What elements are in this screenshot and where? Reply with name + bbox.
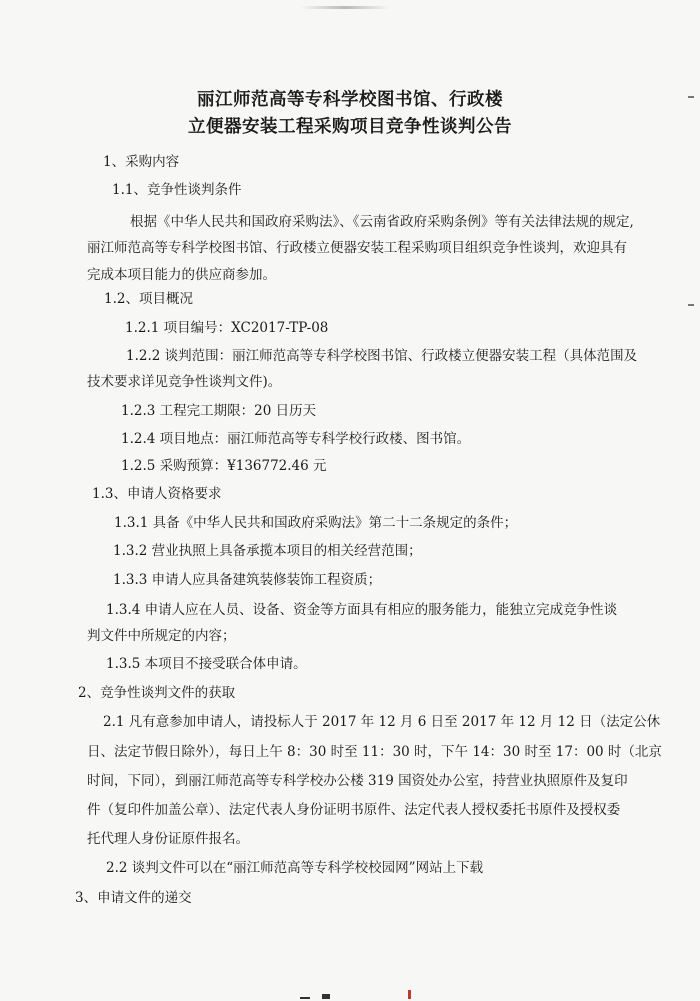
item-line: 技术要求详见竞争性谈判文件)。 [87,374,282,390]
scan-artifact [300,6,390,9]
item-line: 1.2.4 项目地点：丽江师范高等专科学校行政楼、图书馆。 [121,431,471,447]
paragraph-line: 件（复印件加盖公章）、法定代表人身份证明书原件、法定代表人授权委托书原件及授权委 [87,802,621,818]
paragraph-line: 根据《中华人民共和国政府采购法》、《云南省政府采购条例》等有关法律法规的规定, [130,214,634,230]
scan-artifact [688,304,694,306]
paragraph-line: 2.2 谈判文件可以在“丽江师范高等专科学校校园网”网站上下载 [106,860,484,876]
paragraph-line: 托代理人身份证原件报名。 [87,831,249,847]
item-line: 1.3.2 营业执照上具备承揽本项目的相关经营范围； [113,543,422,559]
section-heading: 2、竞争性谈判文件的获取 [78,685,236,701]
section-heading: 3、申请文件的递交 [75,890,192,906]
scan-artifact [292,989,432,999]
item-line: 1.3.4 申请人应在人员、设备、资金等方面具有相应的服务能力，能独立完成竞争性谈 [106,602,618,618]
paragraph-line: 丽江师范高等专科学校图书馆、行政楼立便器安装工程采购项目组织竞争性谈判，欢迎具有 [87,240,627,256]
subsection-heading: 1.2、项目概况 [104,291,193,307]
item-line: 判文件中所规定的内容； [87,628,236,644]
item-line: 1.3.1 具备《中华人民共和国政府采购法》第二十二条规定的条件； [114,515,518,531]
subsection-heading: 1.3、申请人资格要求 [92,486,222,502]
section-heading: 1、采购内容 [103,154,180,170]
document-title-line2: 立便器安装工程采购项目竞争性谈判公告 [188,117,512,137]
item-line: 1.2.5 采购预算：¥136772.46 元 [121,458,327,474]
item-line: 1.2.2 谈判范围：丽江师范高等专科学校图书馆、行政楼立便器安装工程（具体范围及 [126,348,638,364]
item-line: 1.3.3 申请人应具备建筑装修装饰工程资质； [113,572,382,588]
paragraph-line: 2.1 凡有意参加申请人，请投标人于 2017 年 12 月 6 日至 2017 年 12 月 12 日（法定公休 [103,714,661,730]
paragraph-line: 日、法定节假日除外），每日上午 8：30 时至 11：30 时，下午 14：30 时至 17：00 时（北京 [87,744,662,760]
subsection-heading: 1.1、竞争性谈判条件 [112,182,242,198]
paragraph-line: 时间，下同），到丽江师范高等专科学校办公楼 319 国资处办公室，持营业执照原件及复印 [87,773,628,789]
paragraph-line: 完成本项目能力的供应商参加。 [87,267,276,283]
item-line: 1.2.1 项目编号：XC2017-TP-08 [125,320,329,336]
item-line: 1.3.5 本项目不接受联合体申请。 [106,656,307,672]
document-title-line1: 丽江师范高等专科学校图书馆、行政楼 [197,90,503,110]
item-line: 1.2.3 工程完工期限：20 日历天 [121,403,317,419]
